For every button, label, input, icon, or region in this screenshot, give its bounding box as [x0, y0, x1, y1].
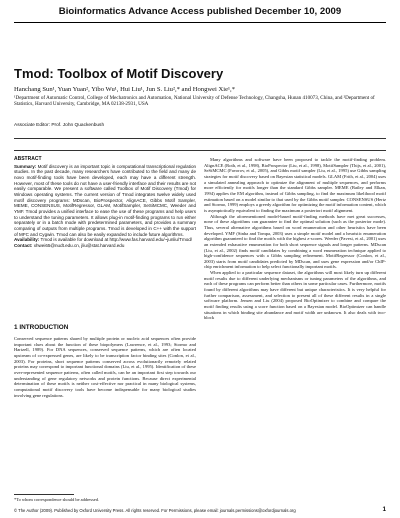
journal-header: Bioinformatics Advance Access published December 10, 2009 [58, 6, 342, 17]
abstract-heading: ABSTRACT [14, 156, 42, 162]
intro-paragraph: Conserved sequence patterns shared by multiple protein or nucleic acid sequences often provide important clues about the function of these biopolymers (Lawrence, et al., 1993; Stormo and Hartzell, 1989). For DNA sequences, conserved sequence patterns, which are often located upstream of co-expressed genes, are likely to be transcription factor binding sites (Conlon, et al., 2003). For proteins, short sequence patterns conserved across evolutionarily remotely related proteins may correspond to important functional domains (Liu, et al., 1995). Identification of these over-represented sequence patterns, often called motifs, can be an important first step towards our understanding of gene regulatory networks and protein functions. Because direct experimental determination of these motifs is neither cost-effective nor practical in many biological systems, computational motif discovery tools have become indispensable for many biological studies involving gene regulations. [14, 336, 196, 398]
right-column-body [204, 157, 386, 321]
header-rule [14, 22, 386, 23]
body-paragraph: Many algorithms and software have been proposed to tackle the motif-finding problem. AlignACE (Roth, et al., 1998), BioProspector (Liu, et al., 1998), MotifSampler (Thijs, et al., 2001), SeSiMCMC (Favorov, et al., 2005), and Gibbs motif sampler (Liu, et al., 1995) use Gibbs sampling strategies for motif discovery based on Bayesian statistical models. GLAM (Frith, et al., 2004) uses a simulated annealing approach to optimize the alignment of multiple sequences, and performs more efficiently for motifs longer than the standard Gibbs sampler. MEME (Bailey and Elkan, 1994) applies the EM algorithm, instead of Gibbs sampling, to find the maximum likelihood motif estimation based on a model similar to that used by the Gibbs motif sampler. CONSENSUS (Hertz and Stormo, 1999) employs a greedy algorithm for optimizing the motif information content, which is asymptotically equivalent to finding the maximum a posteriori motif alignment. [204, 157, 386, 213]
footnote: *To whom correspondence should be addressed. [14, 497, 100, 502]
page-number: 1 [382, 506, 386, 513]
introduction-body [14, 336, 196, 398]
availability-label: Availability: [14, 237, 40, 243]
summary-label: Summary: [14, 163, 37, 169]
affiliations: ¹Department of Automatic Control, College of Mechatronics and Automation, National University of Defense Technology, Changsha, Hunan 410073, China, and ²Department of Statistics, Harvard University, Cambridge, MA 02138-2931, USA [14, 95, 375, 108]
associate-editor: Associate Editor: Prof. John Quackenbush [14, 123, 105, 128]
introduction-heading: 1 INTRODUCTION [14, 324, 69, 331]
summary-text: Motif discovery is an important topic in computational transcriptional regulation studies. In the past decade, many researchers have contributed to the field and many de novo motif-finding tools have been developed, each may have a different strength. However, most of these tools do not have a user-friendly interface and their results are not easily comparable. We present a software called Toolbox of Motif Discovery (Tmod) for Windows operating systems. The current version of Tmod integrates twelve widely used motif discovery programs: MDscan, BioProspector, AlignACE, Gibbs Motif Sampler, MEME, CONSENSUS, MotifRegressor, GLAM, MotifSampler, SeSiMCMC, Weeder and YMF. Tmod provides a unified interface to ease the use of these programs and help users to understand the tuning parameters. It allows plug-in motif-finding programs to run either separately or in a batch mode with predetermined parameters, and provides a summary comparing of outputs from multiple programs. Tmod is developed in C++ with the support of MFC and Cygwin. Tmod can also be easily expanded to include future algorithms. [14, 163, 197, 237]
contact-text[interactable]: xhwei65@nudt.edu.cn, jliu@stat.harvard.edu [33, 242, 125, 248]
availability-text[interactable]: Tmod is available for download at http://www.fas.harvard.edu/~junliu/Tmod/ [40, 237, 193, 243]
copyright-footer: © The Author (2009). Published by Oxford University Press. All rights reserved. For Permissions, please email: journals.permissions@oxfordjournals.org [14, 508, 296, 513]
section-rule-top [14, 138, 386, 139]
abstract-contact [14, 243, 196, 249]
abstract-summary [14, 164, 196, 238]
paper-title: Tmod: Toolbox of Motif Discovery [14, 66, 224, 81]
body-paragraph: Although the aforementioned model-based motif-finding methods have met great successes, none of these algorithms can guarantee to find the optimal solution (such as the posterior mode). Thus, several alternative algorithms based on word enumeration and other heuristics have been developed. YMF (Sinha and Tompa, 2003) uses a simple motif model and a heuristic enumeration algorithm guaranteed to find the motifs with the highest z-scores. Weeder (Pavesi, et al., 2001) uses an extended exhaustive enumeration for both short sequence signals and longer patterns. MDscan (Liu, et al., 2002) finds motif candidates by combining a word enumeration technique applied to high-confidence sequences with a Gibbs sampling refinement. MotifRegressor (Conlon, et al., 2003) starts from motif candidates predicted by MDscan, and uses gene expression and/or ChIP-chip enrichment information to help select functionally important motifs. [204, 213, 386, 270]
footnote-rule [14, 494, 74, 495]
contact-label: Contact: [14, 242, 33, 248]
author-list: Hanchang Sun¹, Yuan Yuan², Yibo Wu¹, Hui Liu¹, Jun S. Liu²,* and Hongwei Xie¹,* [14, 86, 235, 93]
body-paragraph: When applied to a particular sequence dataset, the algorithms will most likely turn up different motif results due to different underlying mechanisms or tuning parameters of the algorithms, and each of these programs can perform better than others in some particular cases. Furthermore, motifs found by different algorithms may have different but unique characteristics. It is very helpful for further comparison, assessment, and selection to present all of these different results in a single software platform. Jensen and Liu (2004) proposed BioOptimizer to combine and compare the motif finding results using a score function based on a Bayesian model. BioOptimizer can handle situations in which binding site abundance and motif width are unknown. It also deals with two-block [204, 270, 386, 321]
abstract [14, 157, 196, 249]
section-rule-bottom [14, 150, 386, 151]
